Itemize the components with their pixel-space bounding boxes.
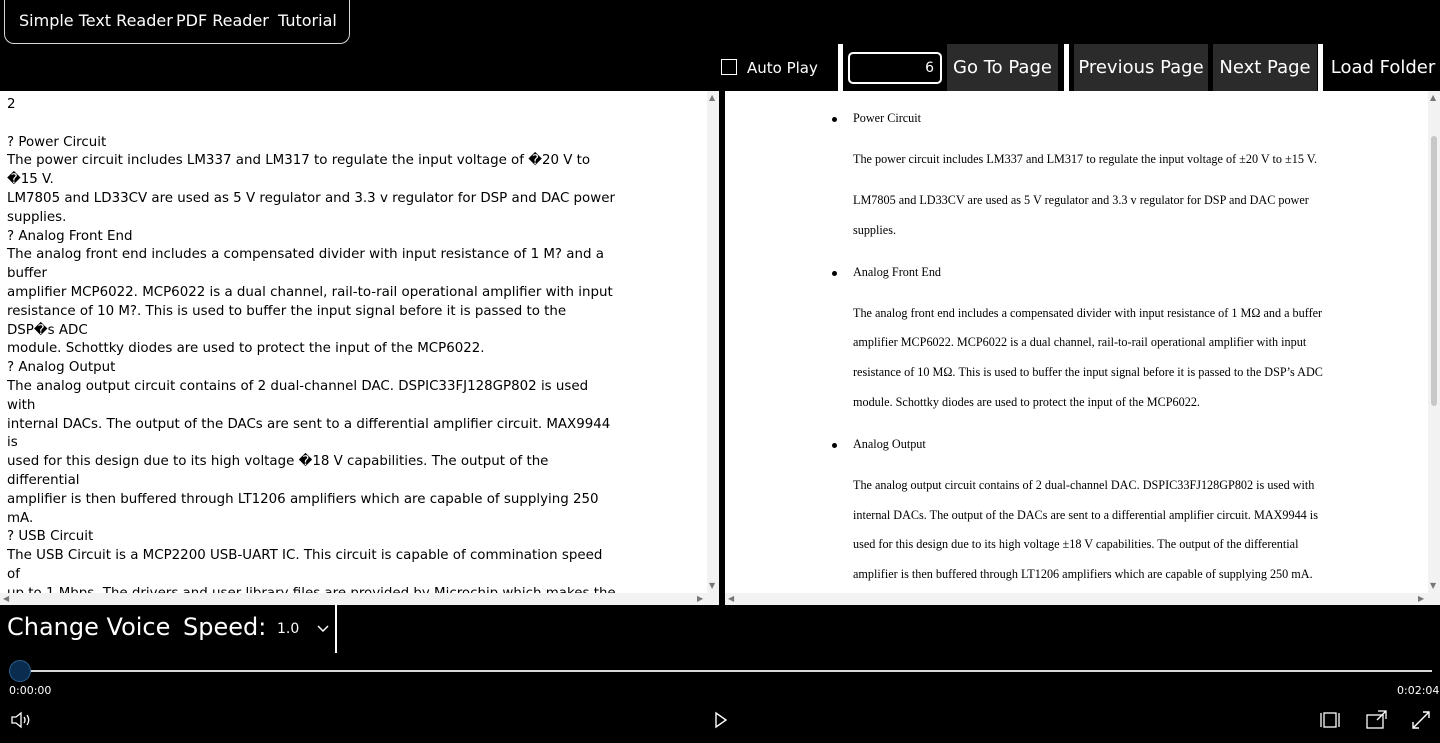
pdf-line: amplifier MCP6022. MCP6022 is a dual channel, rail-to-rail operational amplifier with input <box>853 335 1307 349</box>
scroll-up-icon[interactable]: ▲ <box>1430 93 1437 102</box>
seek-thumb[interactable] <box>9 660 31 682</box>
scroll-right-icon[interactable]: ▶ <box>697 594 704 603</box>
chevron-down-icon <box>317 625 329 633</box>
pdf-pane[interactable] <box>725 91 1440 605</box>
pdf-line: used for this design due to its high voltage ±18 V capabilities. The output of the differential <box>853 537 1299 551</box>
pdf-line: The analog front end includes a compensated divider with input resistance of 1 MΩ and a buffer <box>853 306 1323 320</box>
scroll-thumb[interactable] <box>1431 136 1437 406</box>
scroll-left-icon[interactable]: ◀ <box>3 594 10 603</box>
text-pane-horizontal-scrollbar[interactable] <box>0 593 719 605</box>
pdf-line: internal DACs. The output of the DACs are sent to a differential amplifier circuit. MAX9944 is <box>853 508 1318 522</box>
pdf-heading-analog-output: Analog Output <box>853 437 926 451</box>
bullet-icon <box>832 117 837 122</box>
bullet-icon <box>832 271 837 276</box>
total-time: 0:02:04 <box>1397 684 1440 697</box>
cast-icon[interactable] <box>1366 710 1388 730</box>
pdf-line: LM7805 and LD33CV are used as 5 V regulator and 3.3 v regulator for DSP and DAC power <box>853 193 1309 207</box>
speed-select[interactable] <box>272 612 332 646</box>
pdf-line: The analog output circuit contains of 2 dual-channel DAC. DSPIC33FJ128GP802 is used with <box>853 478 1315 492</box>
bullet-icon <box>832 443 837 448</box>
pdf-line: amplifier is then buffered through LT1206 amplifiers which are capable of supplying 250 mA. <box>853 567 1313 581</box>
play-icon[interactable] <box>713 711 729 729</box>
text-pane-vertical-scrollbar[interactable] <box>707 91 719 593</box>
speed-value: 1.0 <box>277 621 300 637</box>
toolbar-divider <box>1064 44 1069 91</box>
pdf-heading-power-circuit: Power Circuit <box>853 111 922 125</box>
next-page-button[interactable]: Next Page <box>1213 44 1317 91</box>
auto-play-checkbox[interactable] <box>721 59 737 75</box>
pdf-line: module. Schottky diodes are used to protect the input of the MCP6022. <box>853 395 1200 409</box>
fullscreen-icon[interactable] <box>1411 710 1431 730</box>
pdf-pane-vertical-scrollbar[interactable] <box>1428 91 1440 593</box>
tab-tutorial[interactable]: Tutorial <box>278 11 337 30</box>
page-number-input[interactable] <box>848 52 942 84</box>
pdf-line: resistance of 10 MΩ. This is used to buffer the input signal before it is passed to the DSP’s ADC <box>853 365 1323 379</box>
tab-simple-text-reader[interactable]: Simple Text Reader <box>19 11 173 30</box>
scroll-right-icon[interactable]: ▶ <box>1418 594 1425 603</box>
current-time: 0:00:00 <box>9 684 52 697</box>
scroll-up-icon[interactable]: ▲ <box>709 93 716 102</box>
toolbar-divider <box>838 44 843 91</box>
go-to-page-button[interactable]: Go To Page <box>947 44 1058 91</box>
pdf-line: The power circuit includes LM337 and LM317 to regulate the input voltage of ±20 V to ±15 V. <box>853 152 1318 166</box>
pdf-heading-analog-front-end: Analog Front End <box>853 265 942 279</box>
text-pane[interactable] <box>0 91 719 605</box>
speed-label: Speed: <box>183 613 267 641</box>
pdf-line: supplies. <box>853 223 896 237</box>
scroll-down-icon[interactable]: ▼ <box>1430 581 1437 590</box>
seek-bar[interactable] <box>20 670 1432 672</box>
pdf-pane-horizontal-scrollbar[interactable] <box>725 593 1440 605</box>
extracted-text: 2 ? Power Circuit The power circuit includes LM337 and LM317 to regulate the input voltage of �20 V to �15 V. LM7805 and LD33CV are used as 5 V regulator and 3.3 v regulator for DSP and DAC power supplies. ? Analog Front End The analog front end includes a compensated divider with input resistance of 1 M? and a buffer amplifier MCP6022. MCP6022 is a dual channel, rail-to-rail operational amplifier with input resistance of 10 M?. This is used to buffer the input signal before it is passed to the DSP�s ADC module. Schottky diodes are used to protect the input of the MCP6022. ? Analog Output The analog output circuit contains of 2 dual-channel DAC. DSPIC33FJ128GP802 is used with internal DACs. The output of the DACs are sent to a differential amplifier circuit. MAX9944 is used for this design due to its high voltage �18 V capabilities. The output of the differential amplifier is then buffered through LT1206 amplifiers which are capable of supplying 250 mA. ? USB Circuit The USB Circuit is a MCP2200 USB-UART IC. This circuit is capable of commination speed of <box>7 97 615 582</box>
tab-pdf-reader[interactable]: PDF Reader <box>176 11 269 30</box>
previous-page-button[interactable]: Previous Page <box>1074 44 1208 91</box>
speed-divider <box>335 605 337 653</box>
toolbar-divider <box>1318 44 1323 91</box>
scroll-left-icon[interactable]: ◀ <box>728 594 735 603</box>
auto-play-label: Auto Play <box>747 59 818 77</box>
volume-icon[interactable] <box>10 711 32 729</box>
scroll-down-icon[interactable]: ▼ <box>709 581 716 590</box>
load-folder-button[interactable]: Load Folder <box>1330 57 1436 78</box>
captions-icon[interactable] <box>1320 711 1340 729</box>
change-voice-button[interactable]: Change Voice <box>7 613 171 641</box>
